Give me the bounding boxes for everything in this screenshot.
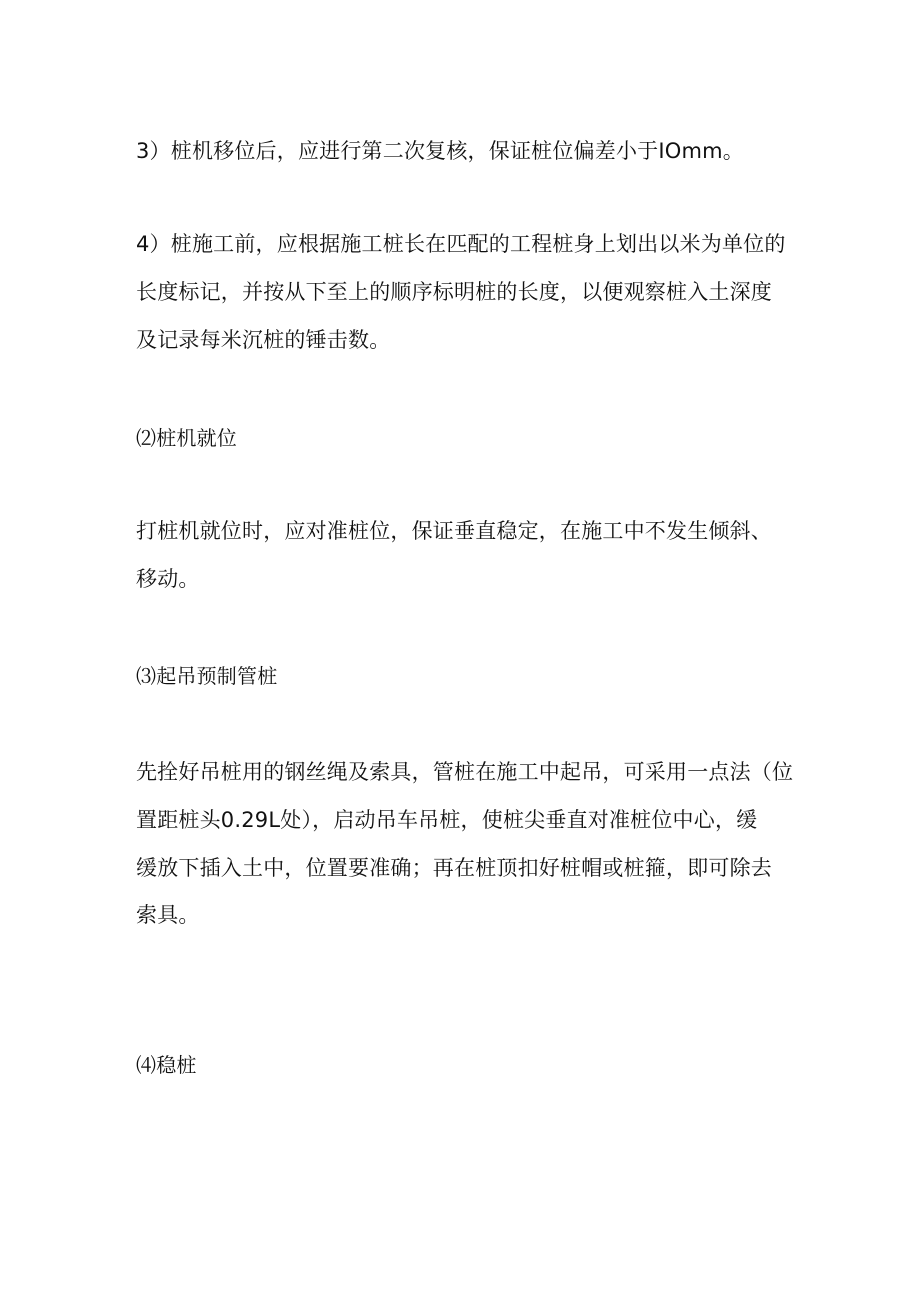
section-4-heading: ⑷稳桩 [136, 1053, 197, 1077]
section-3-heading: ⑶起吊预制管桩 [136, 664, 278, 688]
item-3-paragraph: 3）桩机移位后，应进行第二次复核，保证桩位偏差小于IOmm。 [136, 139, 744, 163]
item-4-line-2: 长度标记，并按从下至上的顺序标明桩的长度，以便观察桩入土深度 [136, 280, 772, 304]
item-4-line-1: 4）桩施工前，应根据施工桩长在匹配的工程桩身上划出以米为单位的 [136, 232, 786, 256]
section-2-line-2: 移动。 [136, 567, 200, 591]
item-4-line-3: 及记录每米沉桩的锤击数。 [136, 328, 391, 352]
section-2-heading: ⑵桩机就位 [136, 426, 237, 450]
section-3-line-4: 索具。 [136, 903, 200, 927]
section-2-line-1: 打桩机就位时，应对准桩位，保证垂直稳定，在施工中不发生倾斜、 [136, 519, 772, 543]
section-3-line-2: 置距桩头0.29L处），启动吊车吊桩，使桩尖垂直对准桩位中心，缓 [136, 808, 758, 832]
section-3-line-1: 先拴好吊桩用的钢丝绳及索具，管桩在施工中起吊，可采用一点法（位 [136, 760, 794, 784]
section-3-line-3: 缓放下插入土中，位置要准确；再在桩顶扣好桩帽或桩箍，即可除去 [136, 856, 772, 880]
